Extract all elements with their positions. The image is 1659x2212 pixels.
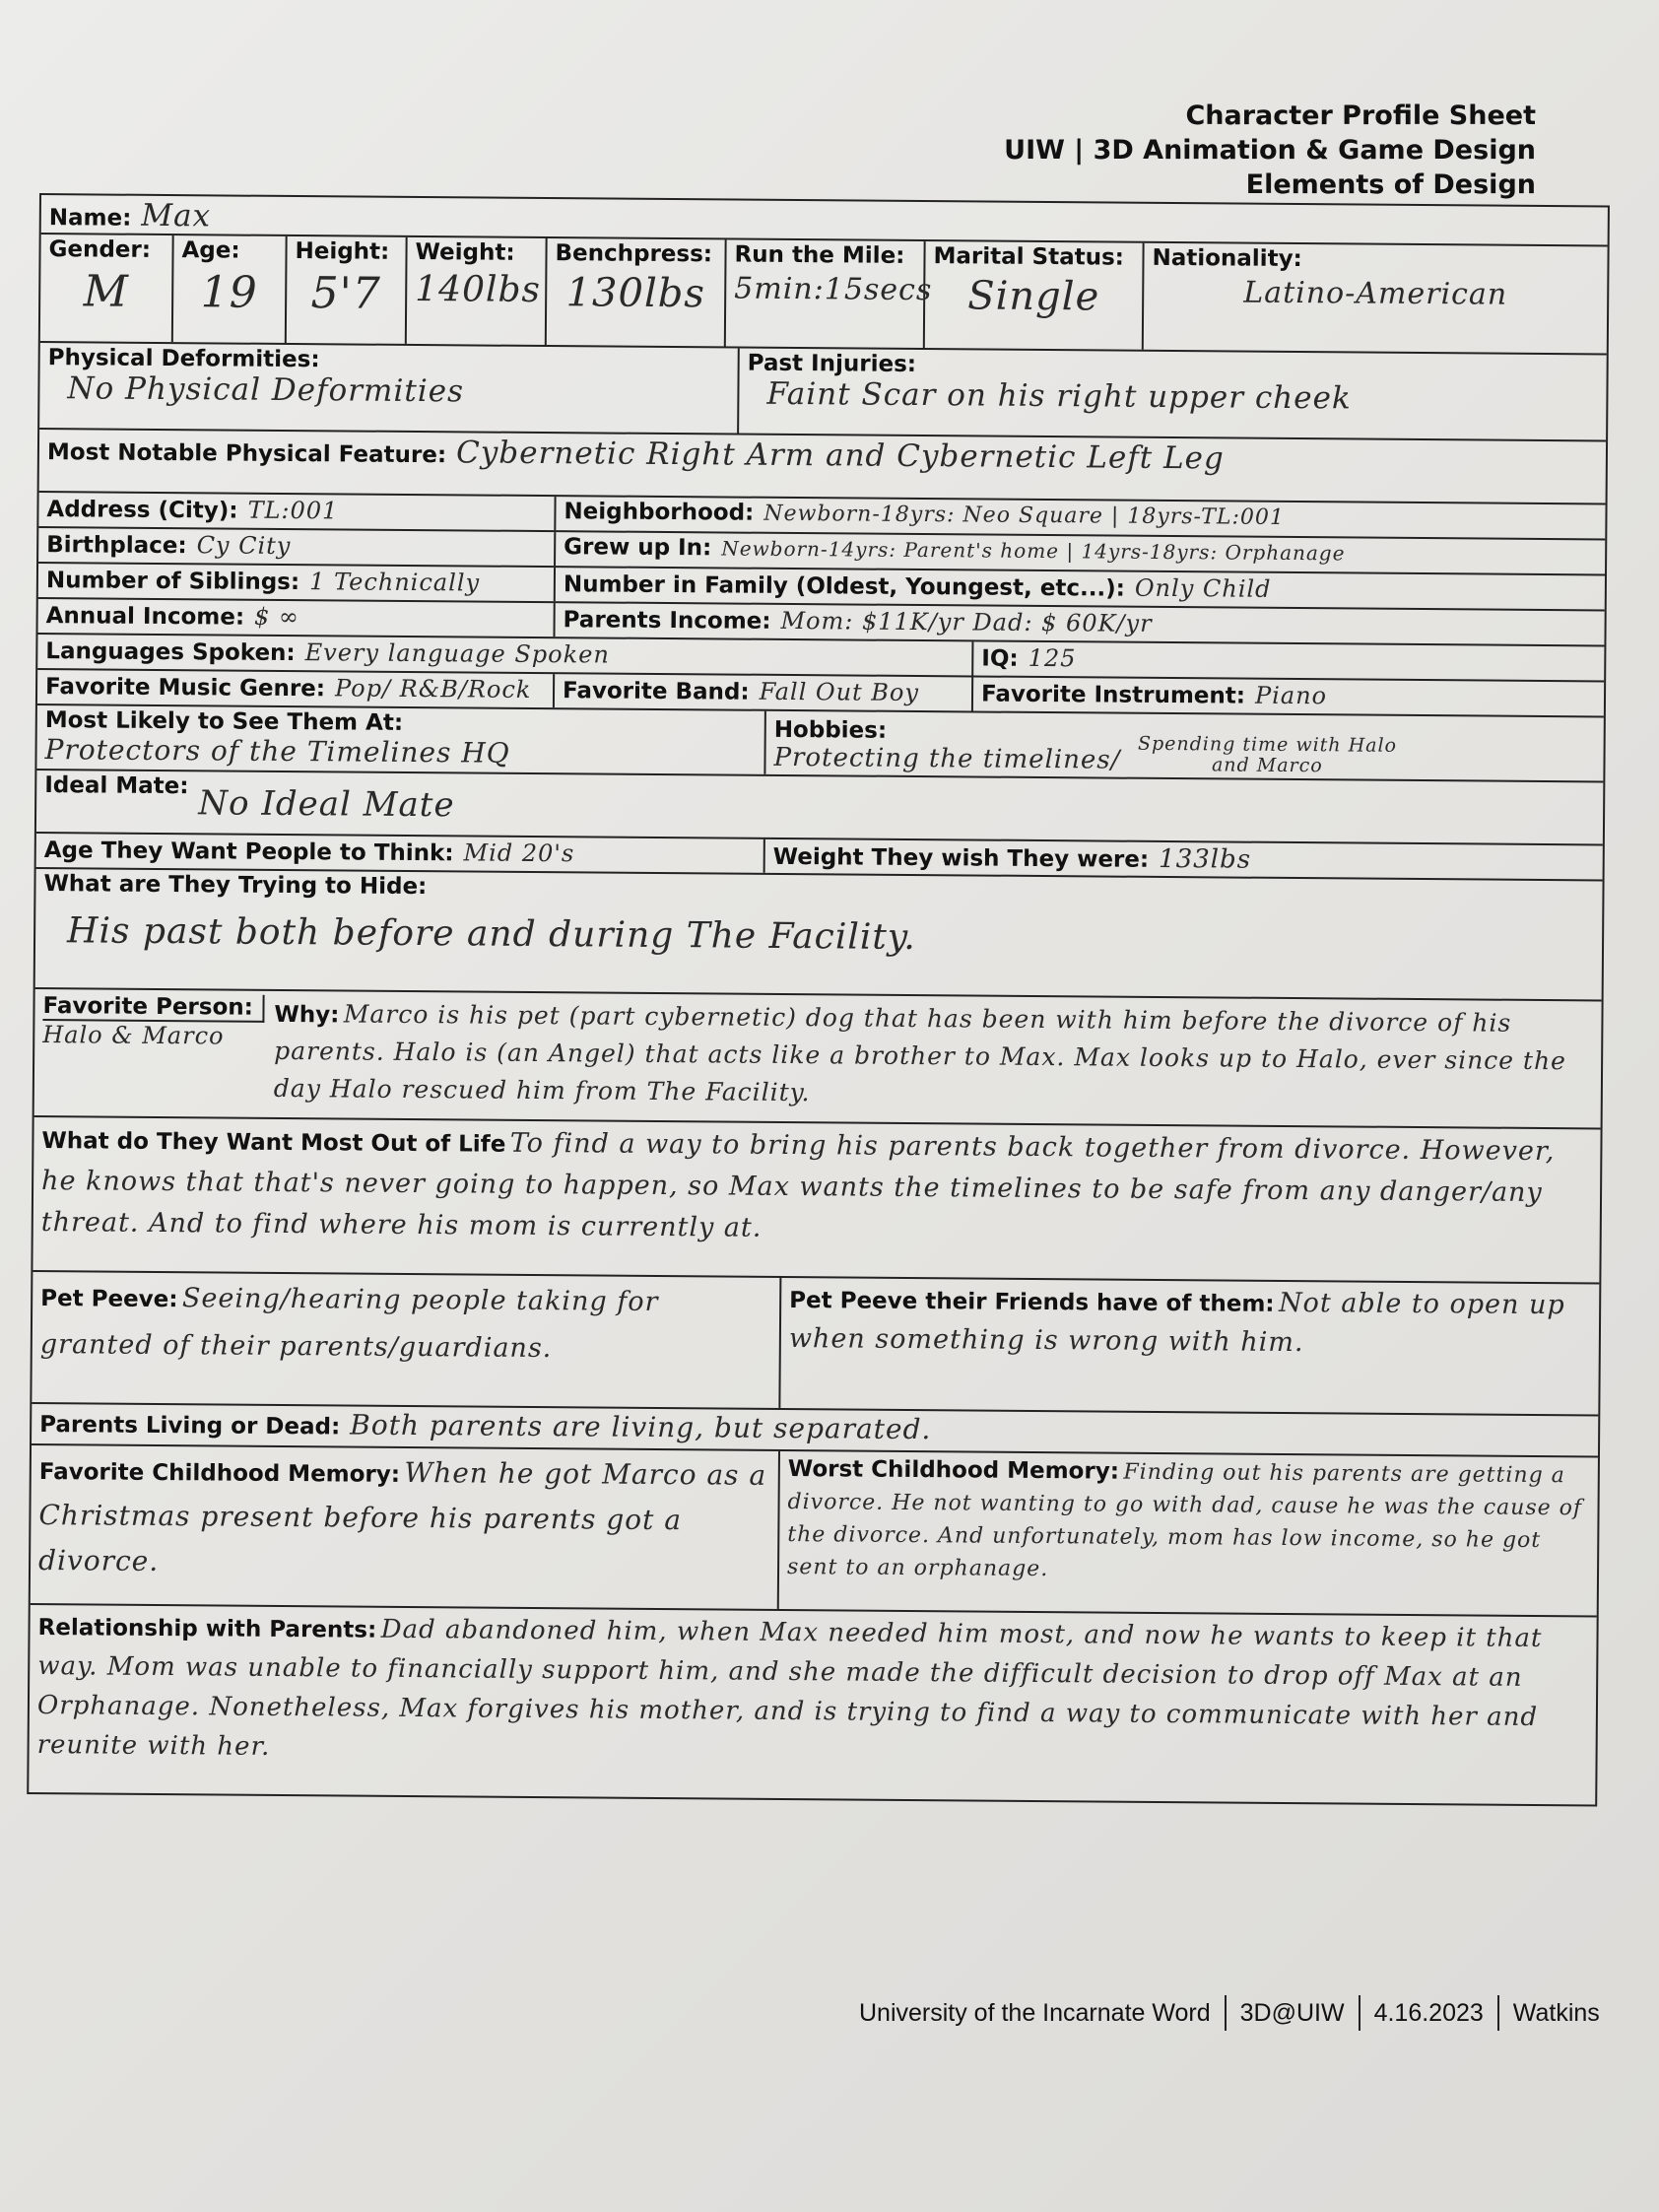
mate-label: Ideal Mate: [44, 772, 189, 800]
neighborhood-label: Neighborhood: [564, 499, 755, 526]
want-life-value: To find a way to bring his parents back together from divorce. However, he knows that that's never going to happen, so Max wants the timelines to be safe from any danger/any threat. And to find where his mom is currently at. [40, 1127, 1556, 1243]
sheet-footer [859, 1995, 1600, 2031]
header-course: Elements of Design [1245, 169, 1536, 200]
siblings-value: 1 Technically [309, 568, 481, 597]
iq-value: 125 [1028, 643, 1077, 673]
grewup-label: Grew up In: [564, 534, 712, 562]
worst-memory-cell [779, 1451, 1598, 1616]
address-cell [38, 493, 556, 530]
name-value: Max [141, 197, 212, 235]
sheet-header [1004, 99, 1536, 202]
row-want-life [33, 1117, 1600, 1284]
relationship-value: Dad abandoned him, when Max needed him most, and now he wants to keep it that way. Mom was unable to financially support him, and she made the difficult decision to drop off Max at an Orphanage. Nonetheless, Max forgives his mother, and is trying to find a way to communicate with her and reunite with her. [36, 1614, 1543, 1762]
iq-label: IQ: [981, 645, 1019, 672]
header-title: Character Profile Sheet [1185, 101, 1536, 131]
weight-label: Weight: [415, 238, 515, 266]
iq-cell [973, 641, 1604, 680]
band-cell [555, 674, 973, 710]
notable-label: Most Notable Physical Feature: [46, 439, 447, 469]
nationality-cell [1144, 243, 1608, 354]
hide-label: What are They Trying to Hide: [43, 871, 428, 901]
gender-value: M [83, 266, 129, 317]
want-life-cell [33, 1117, 1600, 1282]
height-value: 5'7 [310, 268, 381, 319]
parents-income-label: Parents Income: [563, 607, 771, 635]
footer-author: Watkins [1512, 1998, 1600, 2027]
hobbies-cell [765, 711, 1603, 781]
name-label: Name: [48, 205, 132, 232]
row-relationship [29, 1605, 1596, 1804]
parents-income-value: Mom: $11K/yr Dad: $ 60K/yr [780, 606, 1153, 637]
benchpress-value: 130lbs [565, 270, 706, 317]
instrument-value: Piano [1254, 681, 1328, 710]
languages-value: Every language Spoken [304, 638, 610, 669]
footer-school: University of the Incarnate Word [859, 1998, 1211, 2027]
address-label: Address (City): [46, 497, 238, 524]
weight-value: 140lbs [415, 268, 542, 310]
age-think-value: Mid 20's [463, 838, 575, 868]
benchpress-label: Benchpress: [555, 240, 713, 268]
age-think-cell [36, 834, 765, 873]
siblings-label: Number of Siblings: [45, 568, 300, 596]
deformities-label: Physical Deformities: [47, 345, 320, 373]
footer-date: 4.16.2023 [1373, 1998, 1484, 2027]
worst-memory-value: Finding out his parents are getting a divorce. He not wanting to go with dad, cause he was the cause of the divorce. And unfortunately, mom has low income, so he got sent to an orphanage. [786, 1459, 1583, 1582]
footer-divider [1497, 1995, 1499, 2031]
weight-wish-cell [765, 839, 1603, 880]
row-seen-hobbies [36, 705, 1603, 782]
parents-living-value: Both parents are living, but separated. [350, 1408, 932, 1446]
row-memories [31, 1445, 1598, 1617]
footer-dept: 3D@UIW [1239, 1998, 1345, 2027]
age-think-label: Age They Want People to Think: [43, 838, 454, 867]
relationship-label: Relationship with Parents: [37, 1615, 377, 1643]
languages-label: Languages Spoken: [45, 638, 296, 667]
family-value: Only Child [1134, 573, 1272, 603]
peeve-value: Seeing/hearing people taking for granted of their parents/guardians. [39, 1283, 659, 1365]
mate-cell [36, 771, 1603, 843]
why-value: Marco is his pet (part cybernetic) dog that has been with him before the divorce of his parents. Halo is (an Angel) that acts like a brother to Max. Max looks up to Halo, ever since the day Halo rescued him from The Facility. [273, 999, 1567, 1107]
header-program: UIW | 3D Animation & Game Design [1004, 135, 1536, 166]
relationship-cell [29, 1605, 1596, 1804]
fav-memory-value: When he got Marco as a Christmas present before his parents got a divorce. [37, 1455, 767, 1577]
hide-cell [35, 869, 1603, 999]
hobbies-value: Protecting the timelines/ [773, 742, 1121, 775]
footer-divider [1359, 1995, 1360, 2031]
instrument-label: Favorite Instrument: [980, 681, 1246, 709]
marital-cell [925, 241, 1145, 350]
peeve-friends-label: Pet Peeve their Friends have of them: [789, 1288, 1275, 1317]
music-label: Favorite Music Genre: [44, 674, 326, 703]
mate-value: No Ideal Mate [198, 783, 455, 826]
marital-label: Marital Status: [933, 243, 1125, 271]
injuries-label: Past Injuries: [747, 350, 917, 377]
seen-at-label: Most Likely to See Them At: [44, 707, 404, 736]
parents-income-cell [555, 603, 1604, 644]
row-peeves [32, 1272, 1599, 1416]
peeve-friends-value: Not able to open up when something is wrong with him. [788, 1287, 1565, 1359]
age-label: Age: [181, 237, 240, 264]
birthplace-cell [38, 528, 556, 566]
peeve-label: Pet Peeve: [40, 1286, 178, 1313]
why-label: Why: [274, 1001, 340, 1029]
family-label: Number in Family (Oldest, Youngest, etc...): [563, 571, 1126, 602]
deformities-cell [39, 343, 740, 434]
music-cell [37, 670, 555, 707]
hobbies-label: Hobbies: [773, 716, 888, 744]
siblings-cell [38, 564, 556, 601]
seen-at-value: Protectors of the Timelines HQ [44, 733, 510, 770]
mile-cell [726, 239, 933, 348]
height-cell [287, 236, 408, 344]
age-cell [173, 235, 288, 343]
fav-person-label: Favorite Person: [42, 993, 264, 1023]
worst-memory-label: Worst Childhood Memory: [787, 1456, 1120, 1485]
row-stats [40, 235, 1608, 355]
birthplace-label: Birthplace: [46, 532, 187, 560]
fav-memory-cell [31, 1445, 780, 1609]
footer-divider [1225, 1995, 1227, 2031]
band-label: Favorite Band: [562, 678, 750, 705]
birthplace-value: Cy City [196, 531, 292, 561]
peeve-friends-cell [780, 1278, 1599, 1415]
profile-sheet [27, 193, 1610, 1806]
hobbies-extra-value: Spending time with Halo and Marco [1137, 732, 1398, 777]
row-hide [35, 869, 1603, 1001]
nationality-label: Nationality: [1152, 244, 1302, 273]
mile-value: 5min:15secs [734, 271, 933, 308]
row-deformities [39, 343, 1607, 441]
gender-cell [40, 235, 174, 342]
weight-wish-label: Weight They wish They were: [772, 843, 1150, 873]
deformities-value: No Physical Deformities [67, 370, 465, 410]
music-value: Pop/ R&B/Rock [334, 674, 532, 704]
neighborhood-value: Newborn-18yrs: Neo Square | 18yrs-TL:001 [763, 501, 1286, 530]
fav-person-value: Halo & Marco [42, 1021, 225, 1050]
income-value: $ ∞ [253, 602, 300, 632]
income-cell [37, 599, 555, 637]
neighborhood-cell [556, 497, 1605, 538]
injuries-cell [739, 349, 1607, 440]
address-value: TL:001 [247, 496, 339, 525]
row-fav-person [34, 989, 1602, 1129]
seen-at-cell [36, 705, 765, 774]
mile-label: Run the Mile: [734, 241, 905, 269]
gender-label: Gender: [48, 236, 152, 263]
injuries-value: Faint Scar on his right upper cheek [766, 375, 1352, 417]
want-life-label: What do They Want Most Out of Life [41, 1128, 506, 1158]
nationality-value: Latino-American [1243, 275, 1508, 312]
benchpress-cell [547, 238, 727, 346]
grewup-value: Newborn-14yrs: Parent's home | 14yrs-18yrs: Orphanage [721, 536, 1346, 566]
notable-cell [39, 430, 1606, 503]
grewup-cell [556, 532, 1605, 573]
marital-value: Single [967, 273, 1100, 320]
fav-memory-label: Favorite Childhood Memory: [38, 1459, 401, 1488]
peeve-cell [32, 1272, 781, 1408]
age-value: 19 [200, 267, 258, 318]
languages-cell [37, 635, 973, 675]
weight-cell [407, 237, 548, 345]
parents-living-label: Parents Living or Dead: [39, 1412, 341, 1441]
instrument-cell [973, 677, 1604, 715]
family-cell [556, 568, 1605, 609]
weight-wish-value: 133lbs [1158, 843, 1252, 875]
hide-value: His past both before and during The Facility. [66, 910, 916, 959]
fav-person-cell [34, 989, 1602, 1127]
notable-value: Cybernetic Right Arm and Cybernetic Left Leg [455, 435, 1225, 477]
height-label: Height: [295, 238, 390, 265]
income-label: Annual Income: [45, 603, 245, 631]
band-value: Fall Out Boy [759, 677, 920, 707]
